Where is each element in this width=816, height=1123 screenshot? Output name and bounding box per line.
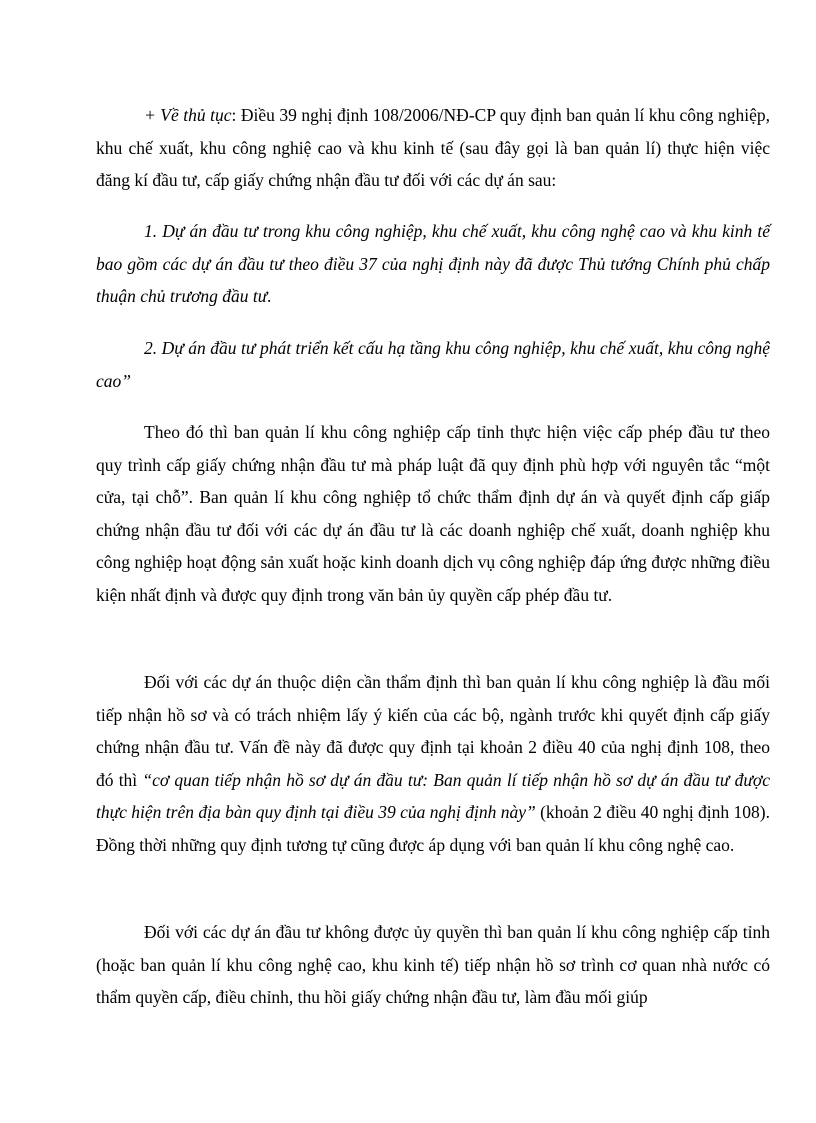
paragraph-provincial-board: Theo đó thì ban quản lí khu công nghiệp cấp tỉnh thực hiện việc cấp phép đầu tư theo quy trình cấp giấy chứng nhận đầu tư mà pháp luật đã quy định phù hợp với nguyên tắc “một cửa, tại chỗ”. Ban quản lí khu công nghiệp tổ chức thẩm định dự án và quyết định cấp giấp chứng nhận đầu tư đối với các dự án đầu tư là các doanh nghiệp chế xuất, doanh nghiệp khu công nghiệp hoạt động sản xuất hoặc kinh doanh dịch vụ công nghiệp đáp ứng được những điều kiện nhất định và được quy định trong văn bản ủy quyền cấp phép đầu tư.: [96, 422, 770, 605]
appraisal-text-b: (khoản 2 điều 40 nghị định 108). Đồng thời những quy định tương tự cũng được áp dụng với ban quản lí khu công nghệ cao.: [96, 802, 770, 855]
paragraph-appraisal: [96, 666, 770, 861]
paragraph-non-authorized: Đối với các dự án đầu tư không được ủy quyền thì ban quản lí khu công nghiệp cấp tỉnh (hoặc ban quản lí khu công nghệ cao, khu kinh tế) tiếp nhận hồ sơ trình cơ quan nhà nước có thẩm quyền cấp, điều chỉnh, thu hồi giấy chứng nhận đầu tư, làm đầu mối giúp: [96, 922, 770, 1007]
paragraph-procedure: [96, 99, 770, 197]
appraisal-text-a: Đối với các dự án thuộc diện cần thẩm định thì ban quản lí khu công nghiệp là đầu mối tiếp nhận hồ sơ và có trách nhiệm lấy ý kiến của các bộ, ngành trước khi quyết định cấp giấy chứng nhận đầu tư. Vấn đề này đã được quy định tại khoản 2 điều 40 của nghị định 108, theo đó thì: [96, 672, 770, 790]
procedure-text: : Điều 39 nghị định 108/2006/NĐ-CP quy định ban quản lí khu công nghiệp, khu chế xuất, khu công nghiệ cao và khu kinh tế (sau đây gọi là ban quản lí) thực hiện việc đăng kí đầu tư, cấp giấy chứng nhận đầu tư đối với các dự án sau:: [96, 105, 770, 190]
appraisal-quote: “cơ quan tiếp nhận hồ sơ dự án đầu tư: Ban quản lí tiếp nhận hồ sơ dự án đầu tư được thực hiện trên địa bàn quy định tại điều 39 của nghị định này”: [96, 769, 770, 822]
paragraph-item-2: 2. Dự án đầu tư phát triển kết cấu hạ tầng khu công nghiệp, khu chế xuất, khu công nghệ cao”: [96, 338, 770, 391]
paragraph-item-1: 1. Dự án đầu tư trong khu công nghiệp, khu chế xuất, khu công nghệ cao và khu kinh tế bao gồm các dự án đầu tư theo điều 37 của nghị định này đã được Thủ tướng Chính phủ chấp thuận chủ trương đầu tư.: [96, 221, 770, 306]
procedure-lead: + Về thủ tục: [144, 105, 232, 125]
